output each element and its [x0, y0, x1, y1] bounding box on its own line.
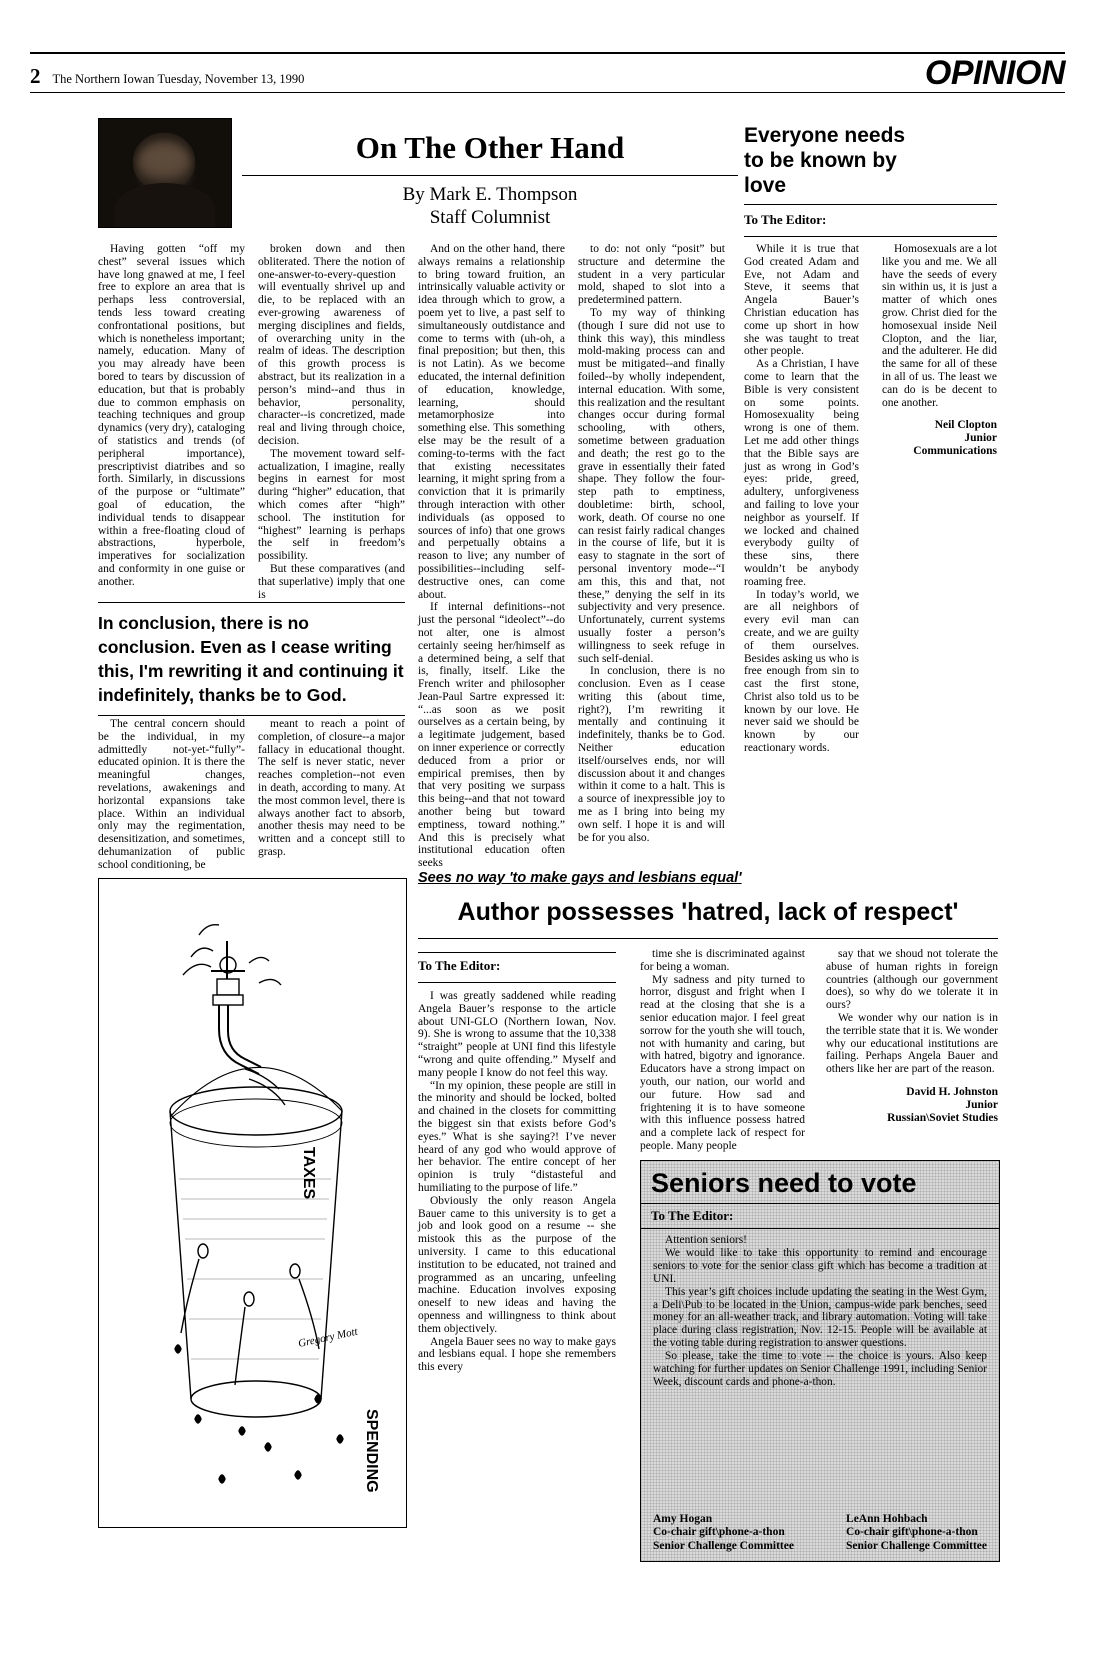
publication-line: The Northern Iowan Tuesday, November 13, 1990: [52, 71, 305, 86]
letter-hatred-signature: [826, 1086, 998, 1125]
cartoon-label-taxes: TAXES: [300, 1147, 317, 1200]
column-byline-block: [240, 183, 740, 229]
signature-role: Co-chair gift\phone-a-thon: [846, 1526, 978, 1538]
signature-left: [653, 1513, 794, 1554]
signature-name: LeAnn Hohbach: [846, 1512, 928, 1525]
column-title: On The Other Hand: [355, 130, 625, 165]
column-2-lower: [258, 718, 405, 859]
editorial-cartoon: [98, 878, 407, 1528]
letter-love-rule-bottom: [744, 236, 997, 237]
paragraph: In conclusion, there is no conclusion. Even as I cease writing this (about time, right?), I’m rewriting it mentally and continuing it indefinitely, thanks be to God. Neither education itself/ourselves ends, nor will discussion about it and changes within it come to a halt. This is a source of inexpressible joy to me as I bring into being my own self. I hope it is and will be for you also.: [578, 665, 725, 844]
letter-hatred-rule: [418, 938, 998, 939]
paragraph: say that we shoud not tolerate the abuse of human rights in foreign countries (although our government does), so why do we tolerate it in ours?: [826, 948, 998, 1012]
paragraph: As a Christian, I have come to learn that the Bible is very consistent on some points. Homosexuality being wrong is one of them. Let me add other things that the Bible says are just as wrong in God’s eyes: pride, greed, adultery, unforgiveness and failing to love your neighbor as yourself. If we locked and chained everybody guilty of these sins, there wouldn’t be anybody roaming free.: [744, 358, 859, 588]
paragraph: “In my opinion, these people are still in the minority and should be locked, bolted and chained in the closets for committing the biggest sin that exists before God’s eyes.” What is she saying?! I’ve never heard of any god who would approve of her behavior. The entire concept of her opinion is truly “distasteful and humiliating to the purpose of life.”: [418, 1079, 616, 1194]
signature-major: Communications: [913, 445, 997, 458]
paragraph: But these comparatives (and that superlative) imply that one is: [258, 562, 405, 601]
column-role: Staff Columnist: [429, 207, 551, 228]
masthead: [30, 52, 1065, 93]
letter-hatred-column-1: [418, 990, 616, 1374]
page-number: 2: [30, 63, 41, 88]
section-title: OPINION: [924, 54, 1065, 92]
letter-hatred-column-2: [640, 948, 805, 1153]
paragraph: Obviously the only reason Angela Bauer came to this university is to get a job and look good on a resume -- she mistook this as the purpose of the university. I came to this educational institution to be educated, not trained and programmed as an uncaring, unfeeling machine. Education involves exposing oneself to new ideas and having the openness and willingness to think about them objectively.: [418, 1194, 616, 1335]
seniors-signatures: [641, 1505, 999, 1560]
paragraph: Attention seniors!: [665, 1234, 747, 1246]
paragraph: In today’s world, we are all neighbors of every evil man can create, and we are guilty of them ourselves. Besides asking us who is free enough from sin to cast the first stone, Christ also told us to be known by our love. He never said we should be known by our reactionary words.: [744, 588, 859, 755]
paragraph: I was greatly saddened while reading Angela Bauer’s response to the article about UNI-GLO (Northern Iowan, Nov. 9). She is wrong to assume that the 10,338 “straight” people at UNI find this lifestyle “wrong and quite offending.” Myself and many people I know do not feel this way.: [418, 990, 616, 1079]
letter-love-headline: Everyone needs to be known by love: [744, 124, 906, 197]
cartoon-signature: Gregory Mott: [297, 1325, 359, 1350]
paragraph: We would like to take this opportunity to remind and encourage seniors to vote for the senior class gift which has become a tradition at UNI.: [653, 1246, 987, 1285]
column-3: [418, 243, 565, 870]
letter-love-column-1: [744, 243, 859, 755]
paragraph: This year’s gift choices include updating the seating in the West Gym, a Deli\Pub to be located in the Union, campus-wide park benches, seed money for an all-weather track, and library automation. Voting will take place during class registration, Nov. 12-15. People will be available at the voting table during registration to answer questions.: [653, 1285, 987, 1350]
letter-hatred-tte-rule-top: [418, 952, 616, 953]
signature-right: [846, 1513, 987, 1554]
column-1-lower: [98, 718, 245, 872]
paragraph: While it is true that God created Adam and Eve, not Adam and Steve, it seems that Angela Bauer’s Christian education has come up short in how she was taught to treat other people.: [744, 243, 859, 358]
paragraph: My sadness and pity turned to horror, disgust and fright when I read at the closing that she is a senior education major. I feel great sorrow for the youth she will touch, not with humanity and caring, but with hatred, bigotry and ignorance. Educators have a strong impact on youth, our nation, our world and our future. How sad and frightening it is to have someone with this influence possess hatred and a complete lack of respect for people. Many people: [640, 973, 805, 1152]
signature-year: Junior: [964, 432, 997, 445]
cartoon-label-spending: SPENDING: [363, 1409, 380, 1493]
column-byline: By Mark E. Thompson: [402, 184, 578, 205]
paragraph: meant to reach a point of completion, of closure--a major fallacy in educational thought. The self is never static, never reaches completion--not even in death, according to many. At the most common level, there is always another fact to absorb, another thesis may need to be written and a concept still to grasp.: [258, 718, 405, 858]
seniors-headline: Seniors need to vote: [651, 1168, 917, 1198]
masthead-bottom-rule: [30, 92, 1065, 93]
column-2: [258, 243, 405, 601]
letter-hatred-headline: Author possesses 'hatred, lack of respect': [457, 898, 959, 926]
cartoon-drawing: [99, 879, 406, 1527]
column-4: [578, 243, 725, 844]
signature-name: Amy Hogan: [653, 1512, 713, 1525]
seniors-need-to-vote-box: [640, 1160, 1000, 1562]
letter-love-signature: [882, 419, 997, 458]
signature-name: Neil Clopton: [934, 419, 997, 432]
paragraph: And on the other hand, there always remains a relationship to bring toward fruition, an intrinsically valuable activity or idea through which to grow, a poem yet to live, a past self to simultaneously outdistance and come to terms with (uh-oh, a final preposition; but then, this is not Latin). As we become educated, the internal definition of education, knowledge, learning, should metamorphosize into something else. This something else may be the result of a coming-to-terms with the fact that existing necessitates learning, it might spring from a conviction that it is primarily through interaction with other individuals (as opposed to sources of info) that one grows and perpetually obtains a reason to live; any number of possibilities--including self-destructive ones, can come about.: [418, 243, 565, 601]
signature-name: David H. Johnston: [906, 1085, 998, 1098]
paragraph: broken down and then obliterated. There the notion of one-answer-to-every-question will eventually shrivel up and die, to be replaced with an ever-growing awareness of merging disciplines and fields, of overarching unity in the realm of ideas. The description of this growth process is abstract, but its realization in a person’s mind--and thus in behavior, personality, character--is concretized, made real and living through choice, decision.: [258, 243, 405, 447]
signature-role: Co-chair gift\phone-a-thon: [653, 1526, 785, 1538]
letter-love-rule-top: [744, 204, 997, 205]
letter-love-to-the-editor: To The Editor:: [744, 212, 827, 227]
seniors-body: [641, 1229, 999, 1389]
letter-hatred-tte-rule-bottom: [418, 982, 616, 983]
paragraph: time she is discriminated against for being a woman.: [640, 948, 805, 973]
seniors-to-the-editor: To The Editor:: [651, 1208, 734, 1223]
paragraph: Homosexuals are a lot like you and me. We all have the seeds of every sin within us, it is just a matter of which ones grow. Christ died for the homosexual inside Neil Clopton, and the liar, and the adulterer. He did the same for all of these in all of us. The least we can do is be decent to one another.: [882, 243, 997, 409]
paragraph: Angela Bauer sees no way to make gays and lesbians equal. I hope she remembers this every: [418, 1335, 616, 1374]
paragraph: The movement toward self-actualization, I imagine, really begins in earnest for most during “higher” education, that which comes after “high” school. The institution for “highest” learning is perhaps the self in freedom’s possibility.: [258, 447, 405, 563]
letter-hatred-column-3: [826, 948, 998, 1125]
letter-hatred-kicker: Sees no way 'to make gays and lesbians equal': [418, 870, 742, 886]
column-1: [98, 243, 245, 589]
letter-love-column-2: [882, 243, 997, 458]
column-title-rule: [242, 175, 738, 176]
paragraph: We wonder why our nation is in the terrible state that it is. We wonder why our educational institutions are failing. Perhaps Angela Bauer and others like her are part of the reason.: [826, 1011, 998, 1076]
paragraph: Having gotten “off my chest” several issues which have long gnawed at me, I feel free to explore an area that is perhaps less controversial, tends less toward creating confrontational positions, but which is nonetheless important; namely, education. Many of you may already have been bored to tears by discussion of education, but that is probably due to common emphasis on teaching techniques and group dynamics (very dry), cataloging of statistics and trends (of peripheral importance), prescriptivist diatribes and so forth. Similarly, in discussions of the purpose or “ultimate” goal of education, the individual tends to disappear within a free-floating cloud of abstractions, hyperbole, imperatives for socialization and conformity in one guise or another.: [98, 243, 245, 588]
signature-year: Junior: [965, 1098, 998, 1111]
paragraph: The central concern should be the individual, in my admittedly not-yet-“fully”-educated opinion. It is there the meaningful changes, revelations, awakenings and horizontal expansions take place. Within an individual only may the regimentation, desensitization, and sometimes, dehumanization of public school conditioning, be: [98, 718, 245, 871]
signature-committee: Senior Challenge Committee: [653, 1539, 794, 1552]
paragraph: To my way of thinking (though I sure did not use to think this way), this mindless mold-making process can and must be mitigated--and finally foiled--by wholly independent, internal education. With some, this realization and the resultant changes occur during formal schooling, with others, sometime between graduation and death; the rest go to the grave in essentially their fated shape. They follow the four-step path to emptiness, doubletime: birth, school, work, death. Of course no one can resist fairly radical changes in the course of life, but it is easy to stagnate in the sort of personal inventory mode--“I am this, this and that, not these,” denying the self in its subjectivity and very presence. Unfortunately, current systems usually foster a person’s willingness to seek refuge in such self-denial.: [578, 306, 725, 665]
paragraph: So please, take the time to vote -- the choice is yours. Also keep watching for further updates on Senior Challenge 1991, including Senior Week, discount cards and phone-a-thon.: [653, 1350, 987, 1388]
signature-major: Russian\Soviet Studies: [887, 1111, 998, 1124]
signature-committee: Senior Challenge Committee: [846, 1539, 987, 1552]
columnist-photo: [98, 118, 232, 228]
pull-quote: In conclusion, there is no conclusion. Even as I cease writing this, I'm rewriting it and continuing it indefinitely, thanks be to God.: [98, 602, 405, 716]
paragraph: to do: not only “posit” but structure and determine the student in a very particular mold, shaped to slot into a predetermined pattern.: [578, 243, 725, 307]
paragraph: If internal definitions--not just the personal “ideolect”--do not alter, one is almost certainly seeing her/himself as a determined being, a self that is, finally, itself. Like the French writer and philosopher Jean-Paul Sartre expressed it: “...as soon as we posit ourselves as a certain being, by a legitimate judgement, based on inner experience or correctly deduced from a prior or empirical premises, then by that very positing we surpass this being--and that not toward another being but toward emptiness, toward nothing.” And this is precisely what institutional education often seeks: [418, 601, 565, 870]
letter-hatred-to-the-editor: To The Editor:: [418, 958, 501, 973]
